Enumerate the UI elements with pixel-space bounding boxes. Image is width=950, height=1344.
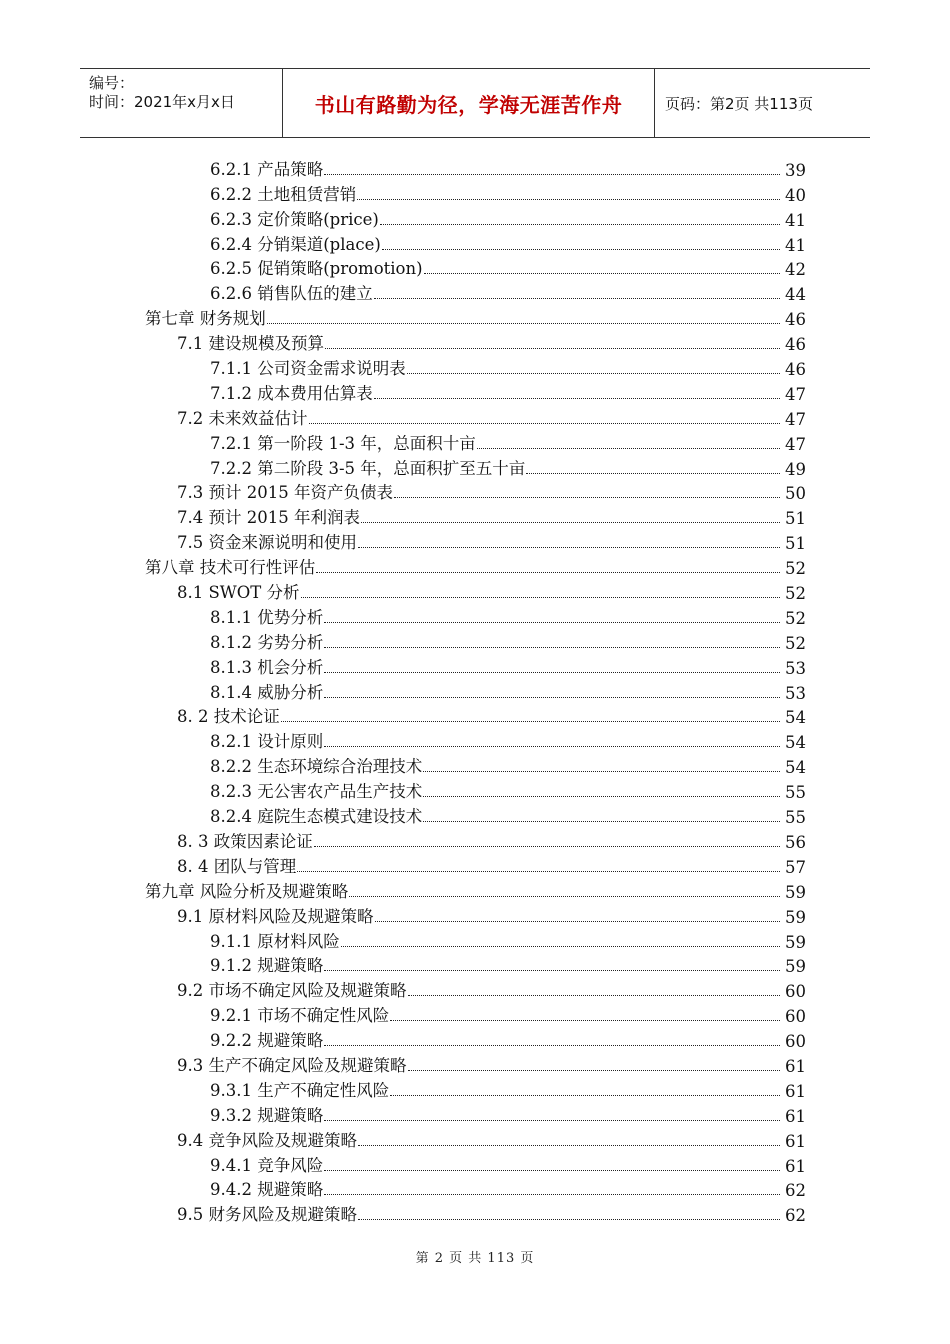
toc-entry-title: 8.1 SWOT 分析	[177, 583, 300, 603]
toc-entry[interactable]	[0, 382, 950, 407]
toc-dot-leader	[325, 348, 780, 349]
toc-entry-page: 56	[785, 832, 806, 852]
toc-entry-page: 41	[785, 210, 806, 230]
toc-dot-leader	[314, 846, 780, 847]
toc-entry-page: 55	[785, 808, 806, 828]
toc-entry-title: 9.2.1 市场不确定性风险	[210, 1006, 390, 1026]
toc-entry[interactable]	[0, 432, 950, 457]
toc-entry-page: 40	[785, 185, 806, 205]
doc-number-label: 编号：	[89, 74, 135, 92]
toc-entry-title: 9.2.2 规避策略	[210, 1031, 324, 1051]
toc-entry-title: 8.2.3 无公害农产品生产技术	[210, 782, 423, 802]
toc-entry-page: 57	[785, 857, 806, 877]
toc-entry-page: 59	[785, 932, 806, 952]
toc-entry-title: 8.1.1 优势分析	[210, 607, 324, 627]
toc-entry-title: 6.2.6 销售队伍的建立	[210, 284, 373, 304]
toc-entry-title: 9.1.2 规避策略	[210, 956, 324, 976]
toc-entry[interactable]	[0, 258, 950, 283]
toc-entry[interactable]	[0, 457, 950, 482]
page-footer: 第 2 页 共 113 页	[415, 1251, 535, 1266]
toc-entry-page: 46	[785, 360, 806, 380]
toc-entry[interactable]	[0, 208, 950, 233]
toc-entry-page: 49	[785, 459, 806, 479]
toc-dot-leader	[297, 871, 780, 872]
toc-entry[interactable]	[0, 1004, 950, 1029]
toc-entry-page: 47	[785, 434, 806, 454]
toc-entry-page: 44	[785, 285, 806, 305]
toc-dot-leader	[324, 647, 780, 648]
toc-entry-page: 61	[785, 1081, 806, 1101]
header-motto: 书山有路勤为径，学海无涯苦作舟	[314, 92, 623, 117]
toc-dot-leader	[309, 423, 781, 424]
toc-dot-leader	[407, 373, 780, 374]
toc-entry-title: 9.4 竞争风险及规避策略	[177, 1130, 357, 1150]
toc-entry-page: 53	[785, 658, 806, 678]
toc-entry-title: 6.2.3 定价策略(price)	[210, 209, 379, 229]
toc-entry[interactable]	[0, 880, 950, 905]
toc-entry[interactable]	[0, 158, 950, 183]
toc-entry[interactable]	[0, 1054, 950, 1079]
toc-entry-title: 7.4 预计 2015 年利润表	[177, 508, 360, 528]
toc-entry-title: 6.2.4 分销渠道(place)	[210, 234, 381, 254]
toc-entry[interactable]	[0, 183, 950, 208]
toc-entry-title: 8.2.1 设计原则	[210, 732, 324, 752]
toc-entry-page: 62	[785, 1181, 806, 1201]
toc-dot-leader	[374, 398, 780, 399]
toc-entry-title: 7.2 未来效益估计	[177, 408, 308, 428]
toc-entry-title: 9.5 财务风险及规避策略	[177, 1205, 357, 1225]
toc-dot-leader	[358, 1145, 780, 1146]
toc-dot-leader	[324, 970, 780, 971]
toc-entry-page: 46	[785, 335, 806, 355]
toc-entry-page: 42	[785, 260, 806, 280]
toc-entry-page: 52	[785, 584, 806, 604]
toc-entry-page: 46	[785, 310, 806, 330]
toc-entry-title: 8.1.4 威胁分析	[210, 682, 324, 702]
toc-dot-leader	[423, 821, 780, 822]
toc-entry[interactable]	[0, 930, 950, 955]
page-header	[80, 68, 870, 138]
toc-dot-leader	[324, 1170, 780, 1171]
toc-entry-page: 60	[785, 1007, 806, 1027]
toc-dot-leader	[375, 921, 781, 922]
toc-dot-leader	[424, 273, 780, 274]
toc-dot-leader	[423, 771, 780, 772]
toc-dot-leader	[267, 323, 780, 324]
toc-entry[interactable]	[0, 730, 950, 755]
toc-entry-title: 第九章 风险分析及规避策略	[145, 881, 349, 901]
toc-entry[interactable]	[0, 233, 950, 258]
toc-entry[interactable]	[0, 855, 950, 880]
toc-dot-leader	[357, 199, 780, 200]
toc-dot-leader	[390, 1095, 780, 1096]
toc-entry-page: 51	[785, 534, 806, 554]
toc-entry[interactable]	[0, 556, 950, 581]
toc-entry[interactable]	[0, 631, 950, 656]
toc-entry-title: 7.3 预计 2015 年资产负债表	[177, 483, 393, 503]
toc-dot-leader	[324, 1194, 780, 1195]
toc-entry-page: 59	[785, 957, 806, 977]
toc-entry-title: 7.1 建设规模及预算	[177, 334, 324, 354]
toc-entry-title: 7.1.1 公司资金需求说明表	[210, 359, 406, 379]
toc-entry-title: 第八章 技术可行性评估	[145, 558, 316, 578]
toc-entry[interactable]	[0, 282, 950, 307]
toc-entry-page: 53	[785, 683, 806, 703]
toc-entry-title: 9.3.1 生产不确定性风险	[210, 1080, 390, 1100]
toc-entry[interactable]	[0, 1179, 950, 1204]
toc-dot-leader	[390, 1020, 780, 1021]
toc-entry[interactable]	[0, 307, 950, 332]
toc-entry[interactable]	[0, 506, 950, 531]
toc-dot-leader	[394, 497, 780, 498]
toc-entry[interactable]	[0, 407, 950, 432]
toc-dot-leader	[281, 721, 780, 722]
toc-dot-leader	[380, 224, 780, 225]
toc-entry-page: 59	[785, 907, 806, 927]
toc-dot-leader	[324, 672, 780, 673]
toc-entry-page: 61	[785, 1131, 806, 1151]
header-meta-cell	[80, 69, 283, 137]
toc-entry-title: 9.2 市场不确定风险及规避策略	[177, 981, 407, 1001]
toc-entry-page: 47	[785, 384, 806, 404]
toc-entry-page: 47	[785, 409, 806, 429]
toc-entry-page: 54	[785, 758, 806, 778]
toc-entry[interactable]	[0, 1104, 950, 1129]
toc-entry[interactable]	[0, 357, 950, 382]
toc-dot-leader	[324, 622, 780, 623]
toc-entry[interactable]	[0, 1154, 950, 1179]
toc-entry-page: 52	[785, 633, 806, 653]
toc-entry[interactable]	[0, 1079, 950, 1104]
toc-entry[interactable]	[0, 755, 950, 780]
toc-entry-title: 8. 2 技术论证	[177, 707, 280, 727]
toc-dot-leader	[526, 473, 780, 474]
toc-entry[interactable]	[0, 681, 950, 706]
toc-entry-title: 8.1.2 劣势分析	[210, 632, 324, 652]
toc-entry-title: 8.2.2 生态环境综合治理技术	[210, 757, 423, 777]
toc-entry-title: 9.3.2 规避策略	[210, 1105, 324, 1125]
toc-dot-leader	[382, 249, 780, 250]
header-page-number: 页码：第2页 共113页	[665, 94, 813, 113]
toc-entry[interactable]	[0, 955, 950, 980]
toc-entry-page: 41	[785, 235, 806, 255]
toc-entry-title: 7.2.2 第二阶段 3-5 年，总面积扩至五十亩	[210, 458, 526, 478]
toc-entry-page: 60	[785, 982, 806, 1002]
toc-entry[interactable]	[0, 1203, 950, 1228]
toc-entry-page: 61	[785, 1056, 806, 1076]
toc-dot-leader	[408, 1070, 781, 1071]
toc-entry-page: 55	[785, 783, 806, 803]
toc-entry-page: 52	[785, 559, 806, 579]
toc-dot-leader	[349, 896, 780, 897]
toc-entry-title: 6.2.2 土地租赁营销	[210, 184, 357, 204]
toc-entry-page: 54	[785, 733, 806, 753]
table-of-contents	[0, 158, 950, 1228]
toc-entry-page: 39	[785, 160, 806, 180]
toc-entry-title: 8. 4 团队与管理	[177, 856, 297, 876]
toc-entry-page: 59	[785, 882, 806, 902]
toc-entry-title: 6.2.5 促销策略(promotion)	[210, 259, 423, 279]
toc-dot-leader	[374, 298, 780, 299]
toc-entry[interactable]	[0, 905, 950, 930]
header-motto-cell	[283, 69, 655, 137]
toc-dot-leader	[408, 995, 781, 996]
toc-entry-title: 9.4.2 规避策略	[210, 1180, 324, 1200]
toc-entry-title: 8.1.3 机会分析	[210, 657, 324, 677]
toc-entry-page: 60	[785, 1032, 806, 1052]
toc-dot-leader	[324, 1045, 780, 1046]
toc-dot-leader	[477, 448, 780, 449]
toc-dot-leader	[423, 796, 780, 797]
toc-entry-page: 50	[785, 484, 806, 504]
toc-entry[interactable]	[0, 830, 950, 855]
toc-dot-leader	[324, 1120, 780, 1121]
toc-entry[interactable]	[0, 1029, 950, 1054]
toc-entry-page: 61	[785, 1106, 806, 1126]
toc-entry-page: 62	[785, 1206, 806, 1226]
toc-entry-title: 7.1.2 成本费用估算表	[210, 383, 373, 403]
toc-entry[interactable]	[0, 606, 950, 631]
toc-entry[interactable]	[0, 1129, 950, 1154]
toc-entry-title: 9.4.1 竞争风险	[210, 1155, 324, 1175]
toc-dot-leader	[358, 547, 780, 548]
toc-entry[interactable]	[0, 979, 950, 1004]
toc-entry-page: 52	[785, 608, 806, 628]
toc-dot-leader	[361, 522, 780, 523]
toc-entry-title: 6.2.1 产品策略	[210, 159, 324, 179]
toc-entry-page: 51	[785, 509, 806, 529]
doc-time-label: 时间：2021年x月x日	[89, 93, 235, 111]
toc-dot-leader	[324, 746, 780, 747]
toc-entry-title: 第七章 财务规划	[145, 309, 266, 329]
toc-entry-title: 8. 3 政策因素论证	[177, 831, 313, 851]
toc-dot-leader	[324, 174, 780, 175]
toc-entry[interactable]	[0, 656, 950, 681]
toc-entry[interactable]	[0, 482, 950, 507]
toc-entry[interactable]	[0, 332, 950, 357]
header-page-cell	[665, 69, 813, 137]
toc-entry[interactable]	[0, 805, 950, 830]
toc-entry-title: 8.2.4 庭院生态模式建设技术	[210, 807, 423, 827]
toc-entry-title: 9.3 生产不确定风险及规避策略	[177, 1055, 407, 1075]
toc-entry-title: 9.1.1 原材料风险	[210, 931, 340, 951]
toc-entry-title: 9.1 原材料风险及规避策略	[177, 906, 374, 926]
toc-entry[interactable]	[0, 780, 950, 805]
toc-dot-leader	[341, 946, 780, 947]
toc-entry-title: 7.2.1 第一阶段 1-3 年，总面积十亩	[210, 433, 476, 453]
toc-dot-leader	[316, 572, 780, 573]
toc-entry-page: 54	[785, 708, 806, 728]
toc-entry[interactable]	[0, 706, 950, 731]
toc-entry-page: 61	[785, 1156, 806, 1176]
toc-entry[interactable]	[0, 531, 950, 556]
toc-dot-leader	[324, 697, 780, 698]
toc-entry-title: 7.5 资金来源说明和使用	[177, 533, 357, 553]
toc-entry[interactable]	[0, 581, 950, 606]
toc-dot-leader	[358, 1219, 780, 1220]
toc-dot-leader	[301, 597, 780, 598]
